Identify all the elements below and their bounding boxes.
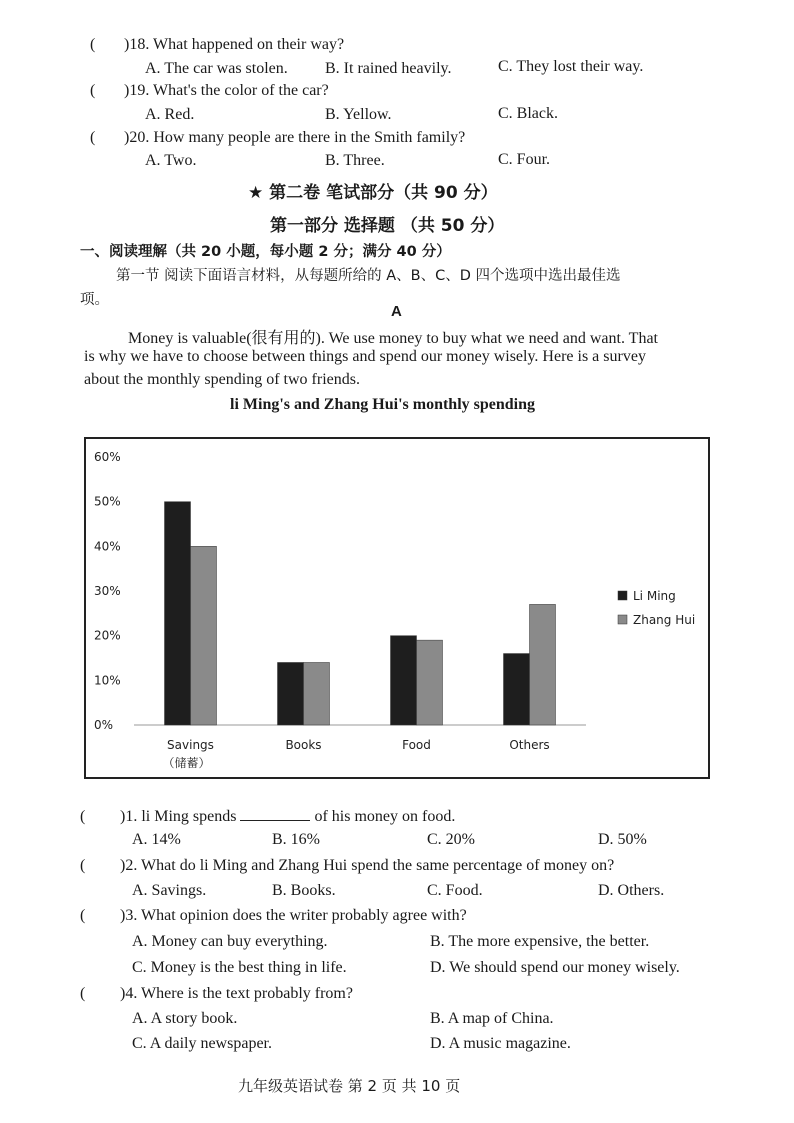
y-tick-label: 20%	[94, 628, 121, 643]
bar-li-ming-books	[278, 662, 304, 725]
question-3: ( )3. What opinion does the writer probably agree with?	[80, 907, 467, 924]
x-tick-label: Savings	[167, 738, 214, 752]
passage-line: is why we have to choose between things and spend our money wisely. Here is a survey	[84, 348, 646, 365]
chart-title: li Ming's and Zhang Hui's monthly spending	[230, 396, 535, 413]
option-a: A. Two.	[145, 152, 197, 169]
option-b: B. Three.	[325, 152, 385, 169]
y-tick-label: 10%	[94, 673, 121, 688]
option-a: A. Savings.	[132, 882, 207, 899]
question-19: ( )19. What's the color of the car?	[90, 82, 329, 99]
option-c: C. Black.	[498, 105, 558, 122]
legend-swatch	[618, 615, 627, 624]
option-b: B. A map of China.	[430, 1010, 554, 1027]
x-tick-label: Books	[285, 738, 322, 752]
option-d: D. Others.	[598, 882, 665, 899]
question-20: ( )20. How many people are there in the Smith family?	[90, 129, 466, 146]
instruction-line: 第一节 阅读下面语言材料，从每题所给的 A、B、C、D 四个选项中选出最佳选	[116, 268, 621, 284]
chart-frame	[84, 437, 710, 779]
question-1: ( )1. li Ming spends of his money on food.	[80, 808, 456, 825]
legend-swatch	[618, 591, 627, 600]
option-a: A. A story book.	[132, 1010, 238, 1027]
x-tick-label: Others	[509, 738, 550, 752]
option-a: A. Red.	[145, 106, 195, 123]
option-a: A. Money can buy everything.	[132, 933, 328, 950]
question-text: What happened on their way?	[153, 36, 345, 53]
bar-zhang-hui-food	[417, 640, 443, 725]
question-4: ( )4. Where is the text probably from?	[80, 985, 353, 1002]
y-tick-label: 40%	[94, 539, 121, 554]
option-c: C. Food.	[427, 882, 483, 899]
y-tick-label: 60%	[94, 450, 121, 464]
instruction-line: 项。	[80, 292, 109, 308]
passage-line: about the monthly spending of two friends.	[84, 371, 360, 388]
option-b: B. Yellow.	[325, 106, 392, 123]
bar-li-ming-food	[391, 636, 417, 725]
option-b: B. 16%	[272, 831, 320, 848]
bar-li-ming-savings	[165, 502, 191, 725]
question-text: How many people are there in the Smith family?	[153, 129, 466, 146]
part-title: 第一部分 选择题 （共 50 分）	[270, 216, 505, 236]
option-d: D. 50%	[598, 831, 647, 848]
bar-li-ming-others	[504, 654, 530, 725]
option-c: C. Money is the best thing in life.	[132, 959, 347, 976]
option-d: D. We should spend our money wisely.	[430, 959, 680, 976]
y-tick-label: 30%	[94, 584, 121, 598]
y-tick-label: 0%	[94, 718, 114, 732]
y-tick-label: 50%	[94, 494, 121, 509]
option-b: B. It rained heavily.	[325, 60, 452, 77]
bar-zhang-hui-savings	[191, 546, 217, 725]
reading-title: 一、阅读理解（共 20 小题，每小题 2 分；满分 40 分）	[80, 244, 451, 260]
option-c: C. 20%	[427, 831, 475, 848]
page-footer: 九年级英语试卷 第 2 页 共 10 页	[238, 1077, 461, 1095]
x-tick-label: Food	[402, 738, 431, 752]
answer-blank	[240, 806, 310, 821]
option-b: B. The more expensive, the better.	[430, 933, 650, 950]
option-b: B. Books.	[272, 882, 336, 899]
bar-chart	[86, 439, 708, 777]
question-text: What's the color of the car?	[153, 82, 329, 99]
option-d: D. A music magazine.	[430, 1035, 571, 1052]
question-2: ( )2. What do li Ming and Zhang Hui spend the same percentage of money on?	[80, 857, 615, 874]
option-a: A. 14%	[132, 831, 181, 848]
volume-title: ★ 第二卷 笔试部分（共 90 分）	[248, 183, 498, 203]
passage-line: Money is valuable(很有用的). We use money to buy what we need and want. That	[128, 330, 659, 347]
legend-label: Li Ming	[633, 589, 676, 603]
passage-label: A	[391, 303, 402, 320]
option-c: C. They lost their way.	[498, 58, 644, 75]
option-c: C. A daily newspaper.	[132, 1035, 272, 1052]
bar-zhang-hui-books	[304, 662, 330, 725]
question-18: ( )18. What happened on their way?	[90, 36, 345, 53]
option-a: A. The car was stolen.	[145, 60, 288, 77]
bar-zhang-hui-others	[530, 604, 556, 725]
x-tick-sublabel: （储蓄）	[162, 756, 211, 770]
legend-label: Zhang Hui	[633, 613, 696, 627]
option-c: C. Four.	[498, 151, 551, 168]
